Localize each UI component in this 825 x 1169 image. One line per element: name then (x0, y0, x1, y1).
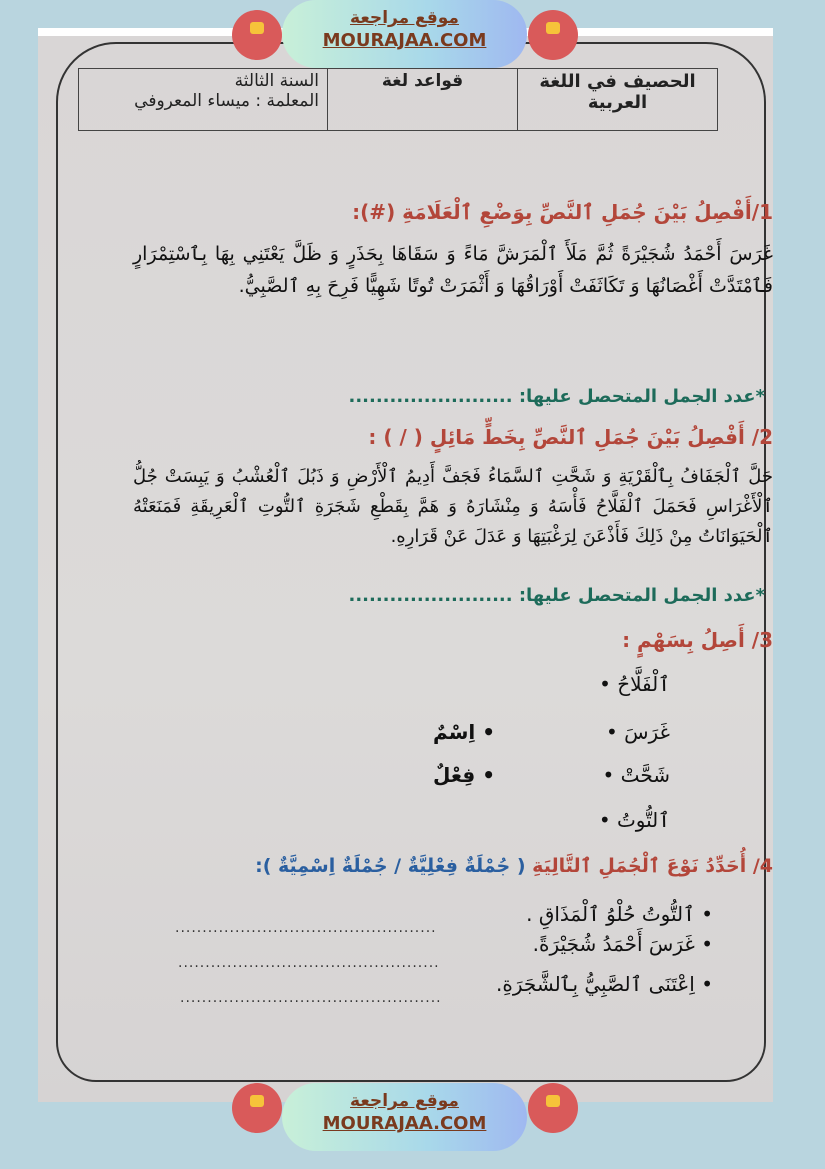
site-banner-top[interactable] (282, 0, 527, 68)
q3-category: • فِعْلٌ (433, 763, 495, 787)
q4-answer-line[interactable]: ................................................ (180, 990, 442, 1006)
q1-text: غَرَسَ أَحْمَدُ شُجَيْرَةً ثُمَّ مَلَأَ ٱلْمَرَشَّ مَاءً وَ سَقَاهَا بِحَذَرٍ وَ ظَلَّ يَعْتَنِي بِهَا بِٱسْتِمْرَارٍ فَٱمْتَدَّتْ أَغْصَانُهَا وَ تَكَاثَفَتْ أَوْرَاقُهَا وَ أَثْمَرَتْ تُوتًا شَهِيًّا فَرِحَ بِهِ ٱلصَّبِيُّ. (133, 243, 773, 297)
q3-word: شَحَّتْ • (602, 763, 670, 787)
q4-sentence: • اِعْتَنَى ٱلصَّبِيُّ بِٱلشَّجَرَةِ. (496, 972, 713, 996)
q3-category: • اِسْمٌ (433, 720, 495, 744)
banner-arabic: موقع مراجعة (350, 1091, 459, 1111)
q4-answer-line[interactable]: ................................................ (178, 955, 440, 971)
site-logo-icon (232, 10, 282, 60)
subject: الحصيف في اللغة العربية (518, 69, 718, 131)
q4-options: ( جُمْلَةٌ فِعْلِيَّةٌ / جُمْلَةٌ اِسْمِيَّةٌ ): (255, 855, 526, 877)
q4-title-text: 4/ أُحَدِّدُ نَوْعَ ٱلْجُمَلِ ٱلتَّالِيَةِ (532, 855, 773, 877)
q4-answer-line[interactable]: ................................................ (175, 920, 437, 936)
q3-word: ٱلتُّوتُ • (598, 808, 670, 832)
q1-count: *عدد الجمل المتحصل عليها: ........................ (348, 386, 765, 407)
q2-title: 2/ أَفْصِلُ بَيْنَ جُمَلِ ٱلنَّصِّ بِخَطٍّ مَائِلٍ ( / ) : (368, 425, 773, 449)
q3-word: ٱلْفَلَّاحُ • (599, 672, 670, 696)
site-logo-icon (232, 1083, 282, 1133)
site-logo-icon (528, 10, 578, 60)
banner-site: MOURAJAA.COM (322, 1113, 487, 1134)
teacher: المعلمة : ميساء المعروفي (134, 91, 319, 111)
banner-site: MOURAJAA.COM (322, 30, 487, 51)
site-logo-icon (528, 1083, 578, 1133)
q1-title: 1/أَفْصِلُ بَيْنَ جُمَلِ ٱلنَّصِّ بِوَضْعِ ٱلْعَلَامَةِ (#): (352, 200, 773, 224)
grade: السنة الثالثة (234, 71, 319, 91)
q4-title (255, 855, 773, 877)
q4-sentence: • غَرَسَ أَحْمَدُ شُجَيْرَةً. (532, 932, 713, 956)
q3-word: غَرَسَ • (605, 720, 670, 744)
header-table (78, 68, 718, 131)
topic: قواعد لغة (328, 69, 518, 131)
banner-arabic: موقع مراجعة (350, 8, 459, 28)
site-banner-bottom[interactable] (282, 1083, 527, 1151)
q4-sentence: • ٱلتُّوتُ حُلْوُ ٱلْمَذَاقِ . (526, 902, 713, 926)
q2-count: *عدد الجمل المتحصل عليها: ........................ (348, 585, 765, 606)
q2-text: حَلَّ ٱلْجَفَافُ بِٱلْقَرْيَةِ وَ شَحَّتِ ٱلسَّمَاءُ فَجَفَّ أَدِيمُ ٱلْأَرْضِ وَ ذَبُلَ ٱلْعُشْبُ وَ يَبِسَتْ جُلُّ ٱلْأَغْرَاسِ فَحَمَلَ ٱلْفَلَّاحُ فَأْسَهُ وَ مِنْشَارَهُ وَ هَمَّ بِقَطْعِ شَجَرَةِ ٱلتُّوتِ ٱلْعَرِيقَةِ فَمَنَعَتْهُ ٱلْحَيَوَانَاتُ مِنْ ذَلِكَ فَأَذْعَنَ لِرَغْبَتِهَا وَ عَدَلَ عَنْ قَرَارِهِ. (133, 466, 773, 547)
q3-title: 3/ أَصِلُ بِسَهْمٍ : (622, 628, 773, 652)
